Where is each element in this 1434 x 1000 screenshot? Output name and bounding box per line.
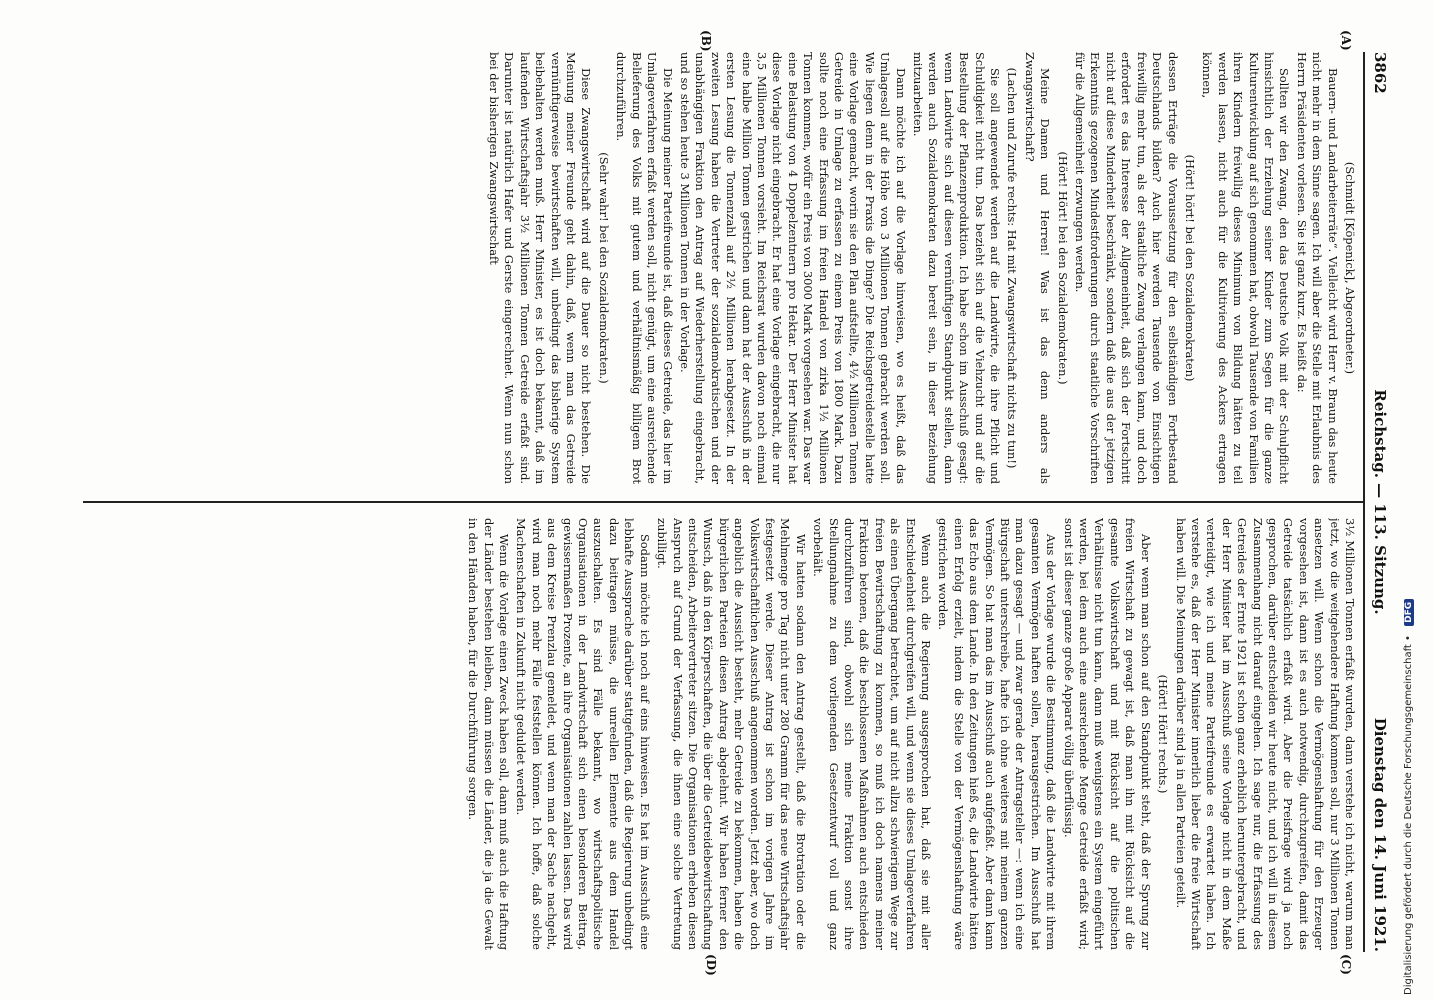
- margin-marker-b: (B): [699, 30, 713, 52]
- quotation: dessen Erträge die Voraussetzung für den selbständigen Fortbestand Deutschlands bilden? Auch hier werden Tausende von Einsichtigen freiwillig mehr tun, als der staatliche Zwang verlangen kann, und doch erfordert es das Interesse der Allgemeinheit, daß sich der Fortschritt nicht auf diese Minderheit beschränkt, sondern daß die aus der jetzigen Erkenntnis gezogenen Mindestforderungen durch staatliche Vorschriften für die Allgemeinheit erzwungen werden.: [1073, 52, 1180, 484]
- running-title: Reichstag. — 113. Sitzung.: [1371, 389, 1389, 615]
- margin-marker-d: (D): [704, 954, 718, 976]
- paragraph: Bauern- und Landarbeiterräte“. Vielleicht wird Herr v. Braun das heute nicht mehr in dem Sinne sagen. Ich will aber die Stelle mit Erlaubnis des Herrn Präsidenten vorlesen. Sie ist ganz kurz. Es heißt da:: [1294, 52, 1340, 484]
- quotation: Sollten wir den Zwang, den das Deutsche Volk mit der Schulpflicht hinsichtlich der Erziehung seiner Kinder zum Segen für die ganze Kulturentwicklung auf sich genommen hat, obwohl Tausende von Familien ihren Kindern freiwillig dieses Minimum von Bildung hätten zu teil werden lassen, nicht auch für die Kultivierung des Ackers ertragen können,: [1200, 52, 1292, 484]
- interjection: (Hört! Hört! rechts.): [1156, 674, 1171, 794]
- interjection: (Lachen und Zurufe rechts: Hat mit Zwangswirtschaft nichts zu tun!): [1005, 67, 1020, 469]
- paragraph: Wenn die Vorlage einen Zweck haben soll, dann muß auch die Haftung der Länder bestehen bleiben, dann müssen die Länder, die ja die Gewalt in den Händen haben, für die Durchführung sorgen.: [466, 518, 512, 950]
- paragraph: Meine Damen und Herren! Was ist das denn anders als Zwangswirtschaft?: [1022, 52, 1053, 484]
- paragraph: Wir hatten sodann den Antrag gestellt, daß die Brotration oder die Mehlmenge pro Tag nicht unter 280 Gramm für das neue Wirtschaftsjahr festgesetzt werde. Dieser Antrag ist schon im vorigen Jahre im Volkswirtschaftlichen Ausschuß angenommen worden. Jetzt aber, wo doch angeblich die Aussicht besteht, mehr Getreide zu bekommen, haben die bürgerlichen Parteien diesen Antrag abgelehnt. Wir haben ferner den Wunsch, daß in den Körperschaften, die über die Getreidebewirtschaftung entscheiden, Arbeitervertreter sitzen. Die Organisationen erheben diesen Anspruch auf Grund der Verfassung, die ihnen eine solche Vertretung zubilligt.: [655, 518, 808, 950]
- rotated-document-page: [83, 30, 1393, 976]
- page-header: [1367, 52, 1393, 952]
- margin-marker-c: (C): [1339, 954, 1353, 975]
- paragraph: Sodann möchte ich noch auf eins hinweisen. Es hat im Ausschuß eine lebhafte Aussprache darüber stattgefunden, daß die Regierung unbedingt dazu beitragen müsse, die unreellen Elemente aus dem Handel auszuschalten. Es sind Fälle bekannt, wo wirtschaftspolitische Organisationen in der Landwirtschaft sich einen besonderen Beitrag, gewissermaßen Prozente, an ihre Organisationen zahlen lassen. Das wird aus dem Kreise Prenzlau gemeldet, und wenn man der Sache nachgeht, wird man noch mehr Fälle feststellen können. Ich hoffe, daß solche Machenschaften in Zukunft nicht geduldet werden.: [514, 518, 652, 950]
- text-column-right: [87, 518, 1357, 950]
- paragraph: Diese Zwangswirtschaft wird auf die Dauer so nicht bestehen. Die Meinung meiner Freunde geht dahin, daß, wenn man das Getreide vernünftigerweise bewirtschaften will, unbedingt das bisherige System beibehalten werden muß. Herr Minister, es ist doch bekannt, daß im laufenden Wirtschaftsjahr 3½ Millionen Tonnen Getreide erfaßt sind. Darunter ist natürlich Hafer und Gerste eingerechnet. Wenn nun schon bei der bisherigen Zwangswirtschaft: [487, 52, 594, 484]
- paragraph: Dann möchte ich auf die Vorlage hinweisen, wo es heißt, daß das Umlagesoll auf die Höhe von 3 Millionen Tonnen gebracht werden soll. Wie liegen denn in der Praxis die Dinge? Die Reichsgetreidestelle hatte eine Vorlage gemacht, worin sie den Plan aufstellte, 4½ Millionen Tonnen Getreide in Umlage zu erfassen zu einem Preis von 1800 Mark. Dazu sollte noch eine Erfassung im freien Handel von zirka 1½ Millionen Tonnen kommen, wofür ein Preis von 3000 Mark vorgesehen war. Das war eine Belastung von 4 Doppelzentnern pro Hektar. Der Herr Minister hat diese Vorlage nicht eingebracht. Er hat eine Vorlage eingebracht, die nur 3,5 Millionen Tonnen vorsieht. Im Reichsrat wurden davon noch einmal eine halbe Million Tonnen gestrichen und dann hat der Ausschuß in der ersten Lesung die Tonnenzahl auf 2½ Millionen herabgesetzt. In der zweiten Lesung haben die Vertreter der sozialdemokratischen und der unabhängigen Fraktion den Antrag auf Wiederherstellung eingebracht, und so stehen heute 3 Millionen Tonnen in der Vorlage.: [677, 52, 908, 484]
- credit-text: Digitalisierung gefördert durch die Deutsche Forschungsgemeinschaft •: [1403, 635, 1414, 995]
- session-date: Dienstag den 14. Juni 1921.: [1371, 717, 1389, 952]
- interjection: (Sehr wahr! bei den Sozialdemokraten.): [596, 152, 611, 384]
- paragraph: Die Meinung meiner Parteifreunde ist, daß dieses Getreide, das hier im Umlageverfahren erfaßt werden soll, nicht genügt, um eine ausreichende Belieferung des Volks mit gutem und verhältnismäßig billigem Brot durchzuführen.: [614, 52, 675, 484]
- header-rule: [1363, 52, 1365, 952]
- text-column-left: [87, 52, 1357, 484]
- interjection: (Hört! hört! bei den Sozialdemokraten): [1182, 154, 1197, 382]
- margin-marker-a: (A): [1339, 30, 1353, 51]
- dfg-logo: DFG: [1404, 599, 1414, 626]
- paragraph: Aus der Vorlage wurde die Bestimmung, daß die Landwirte mit ihrem gesamten Vermögen haften sollen, herausgestrichen. Im Ausschuß hat man dazu gesagt — und zwar gerade der Antragsteller —: wenn ich eine Bürgschaft unterschreibe, hafte ich ohne weiteres mit meinem ganzen Vermögen. So hat man das im Ausschuß auch aufgefaßt. Aber dann kann das Echo aus dem Lande. In den Zeitungen hieß es, die Landwirte hätten einen Erfolg erzielt, indem die Stelle von der Vermögenshaftung wäre gestrichen worden.: [936, 518, 1059, 950]
- page-number: 3862: [1371, 52, 1389, 94]
- digitization-credit: [1403, 599, 1414, 995]
- speaker-line: (Schmidt [Köpenick], Abgeordneter.): [1343, 161, 1357, 375]
- interjection: (Hört! Hört! bei den Sozialdemokraten.): [1055, 151, 1070, 385]
- paragraph: Sie soll angewendet werden auf die Landwirte, die ihre Pflicht und Schuldigkeit nicht tun. Das bezieht sich auf die Viehzucht und auf die Bestellung der Pflanzenproduktion. Ich habe schon im Ausschuß gesagt: wenn Landwirte sich auf diesen vernünftigen Standpunkt stellen, dann werden auch Sozialdemokraten dazu bereit sein, in dieser Beziehung mitzuarbeiten.: [911, 52, 1003, 484]
- paragraph: Wenn auch die Regierung ausgesprochen hat, daß sie mit aller Entschiedenheit durchgreifen will, und wenn sie dieses Umlageverfahren als einen Übergang betrachtet, um auf nicht allzu schwierigem Wege zur freien Bewirtschaftung zu kommen, so muß ich doch namens meiner Fraktion betonen, daß die beschlossenen Maßnahmen auch entschieden durchzuführen sind, obwohl sich meine Fraktion sonst ihre Stellungnahme zu dem vorliegenden Gesetzentwurf voll und ganz vorbehält.: [811, 518, 934, 950]
- column-divider: [83, 501, 1363, 503]
- paragraph: 3½ Millionen Tonnen erfaßt wurden, dann verstehe ich nicht, warum man jetzt, wo die weitgehendere Haftung kommen soll, nur 3 Millionen Tonnen ansetzen will. Wenn schon die Vermögenshaftung für den Erzeuger vorgesehen ist, dann ist es auch notwendig, durchzugreifen, damit das Getreide tatsächlich erfaßt wird. Aber die Preisfrage wird ja noch gesprochen, darüber entscheiden wir heute nicht, und ich will in diesem Zusammenhang nicht darauf eingehen. Ich sage nur, die Erfassung des Getreides der Ernte 1921 ist schon ganz erheblich heruntergebracht, und der Herr Minister hat im Ausschuß seine Vorlage nicht in dem Maße verteidigt, wie ich und meine Parteifreunde es erwartet haben. Ich verstehe es, daß der Herr Minister innerlich lieber die freie Wirtschaft haben will. Die Meinungen darüber sind ja in allen Parteien geteilt.: [1173, 518, 1357, 950]
- paragraph: Aber wenn man schon auf den Standpunkt steht, daß der Sprung zur freien Wirtschaft zu gewagt ist, daß man ihn mit Rücksicht auf die gesamte Volkswirtschaft und mit Rücksicht auf die politischen Verhältnisse nicht tun kann, dann muß wenigstens ein System eingeführt werden, bei dem auch eine ausreichende Menge Getreide erfaßt wird; sonst ist dieser ganze große Apparat völlig überflüssig.: [1061, 518, 1153, 950]
